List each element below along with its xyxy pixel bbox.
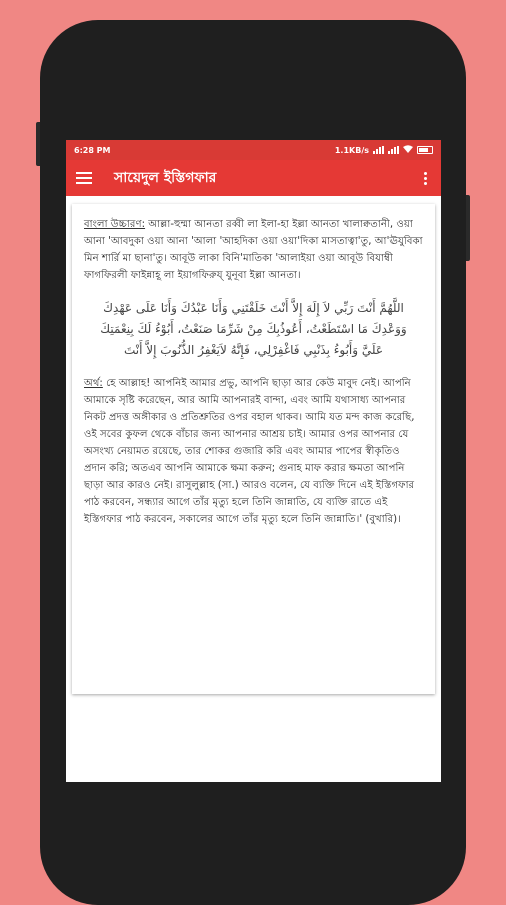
status-time: 6:28 PM [74, 145, 111, 155]
app-screen [66, 140, 441, 782]
status-bar [66, 140, 441, 160]
pronunciation-text: আল্লা-হুম্মা আনতা রব্বী লা ইলা-হা ইল্লা আনতা খালাক্বতানী, ওয়া আনা 'আবদুকা ওয়া আনা 'আলা 'আহদিকা ওয়া ওয়া'দিকা মাসতাত্বা'তু, আ'ঊযুবিকা মিন শার্রি মা ছানা'তু। আবূউ লাকা বিনি'মাতিকা 'আলাইয়া ওয়া আবূউ বিযাম্বী ফাগফিরলী ফাইন্নাহূ লা ইয়াগফিরুয্ যুনূবা ইল্লা আনতা। [84, 219, 423, 281]
content-card [72, 204, 435, 694]
meaning-label: অর্থ: [84, 378, 103, 389]
app-bar [66, 160, 441, 196]
meaning-text: হে আল্লাহ! আপনিই আমার প্রভু, আপনি ছাড়া আর কেউ মাবুদ নেই। আপনি আমাকে সৃষ্টি করেছেন, আর আমি আপনারই বান্দা, এবং আমি যথাসাধ্য আপনার নিকট প্রদত্ত অঙ্গীকার ও প্রতিশ্রুতির ওপর বহাল থাকব। আমি যত মন্দ কাজ করেছি, ওই সবের কুফল থেকে বাঁচার জন্য আপনার আশ্রয় চাই। আমার ওপর আপনার যে অসংখ্য নেয়ামত রয়েছে, তার শোকর গুজারি করি এবং আমার পাপের স্বীকৃতিও প্রদান করি; অতএব আপনি আমাকে ক্ষমা করুন; গুনাহ মাফ করার ক্ষমতা আপনি ছাড়া আর কারও নেই। রাসুলুল্লাহ (সা.) আরও বলেন, যে ব্যক্তি দিনে এই ইস্তিগফার পাঠ করবেন, সন্ধ্যার আগে তাঁর মৃত্যু হলে তিনি জান্নাতি, যে ব্যক্তি রাতে এই ইস্তিগফার পাঠ করবেন, সকালের আগে তাঁর মৃত্যু হলে তিনি জান্নাতি।' (বুখারি)। [84, 378, 415, 525]
pronunciation-paragraph [84, 216, 423, 284]
app-title: সায়েদুল ইস্তিগফার [114, 170, 217, 186]
meaning-paragraph [84, 375, 423, 528]
signal-icon [373, 146, 384, 154]
arabic-text: اللَّهُمَّ أَنْتَ رَبِّي لاَ إِلَهَ إِلاَّ أَنْتَ خَلَقْتَنِي وَأَنَا عَبْدُكَ وَأَنَا عَلَى عَهْدِكَ وَوَعْدِكَ مَا اسْتَطَعْتُ، أَعُوذُبِكَ مِنْ شَرِّمَا صَنَعْتُ، أَبُوْءُ لَكَ بِنِعْمَتِكَ عَلَيَّ وَأَبُوءُ بِذَنْبِي فَاغْفِرْلِي، فَإِنَّهُ لاَيَغْفِرُ الذُّنُوبَ إِلاَّ أَنْتَ [100, 301, 407, 357]
network-speed: 1.1KB/s [334, 145, 369, 155]
more-vertical-icon[interactable] [420, 170, 431, 187]
signal-icon [388, 146, 399, 154]
battery-icon [417, 146, 433, 154]
status-icons [335, 145, 433, 155]
pronunciation-label: বাংলা উচ্চারণ: [84, 219, 146, 230]
hamburger-menu-icon[interactable] [76, 172, 92, 184]
wifi-icon [403, 145, 413, 155]
